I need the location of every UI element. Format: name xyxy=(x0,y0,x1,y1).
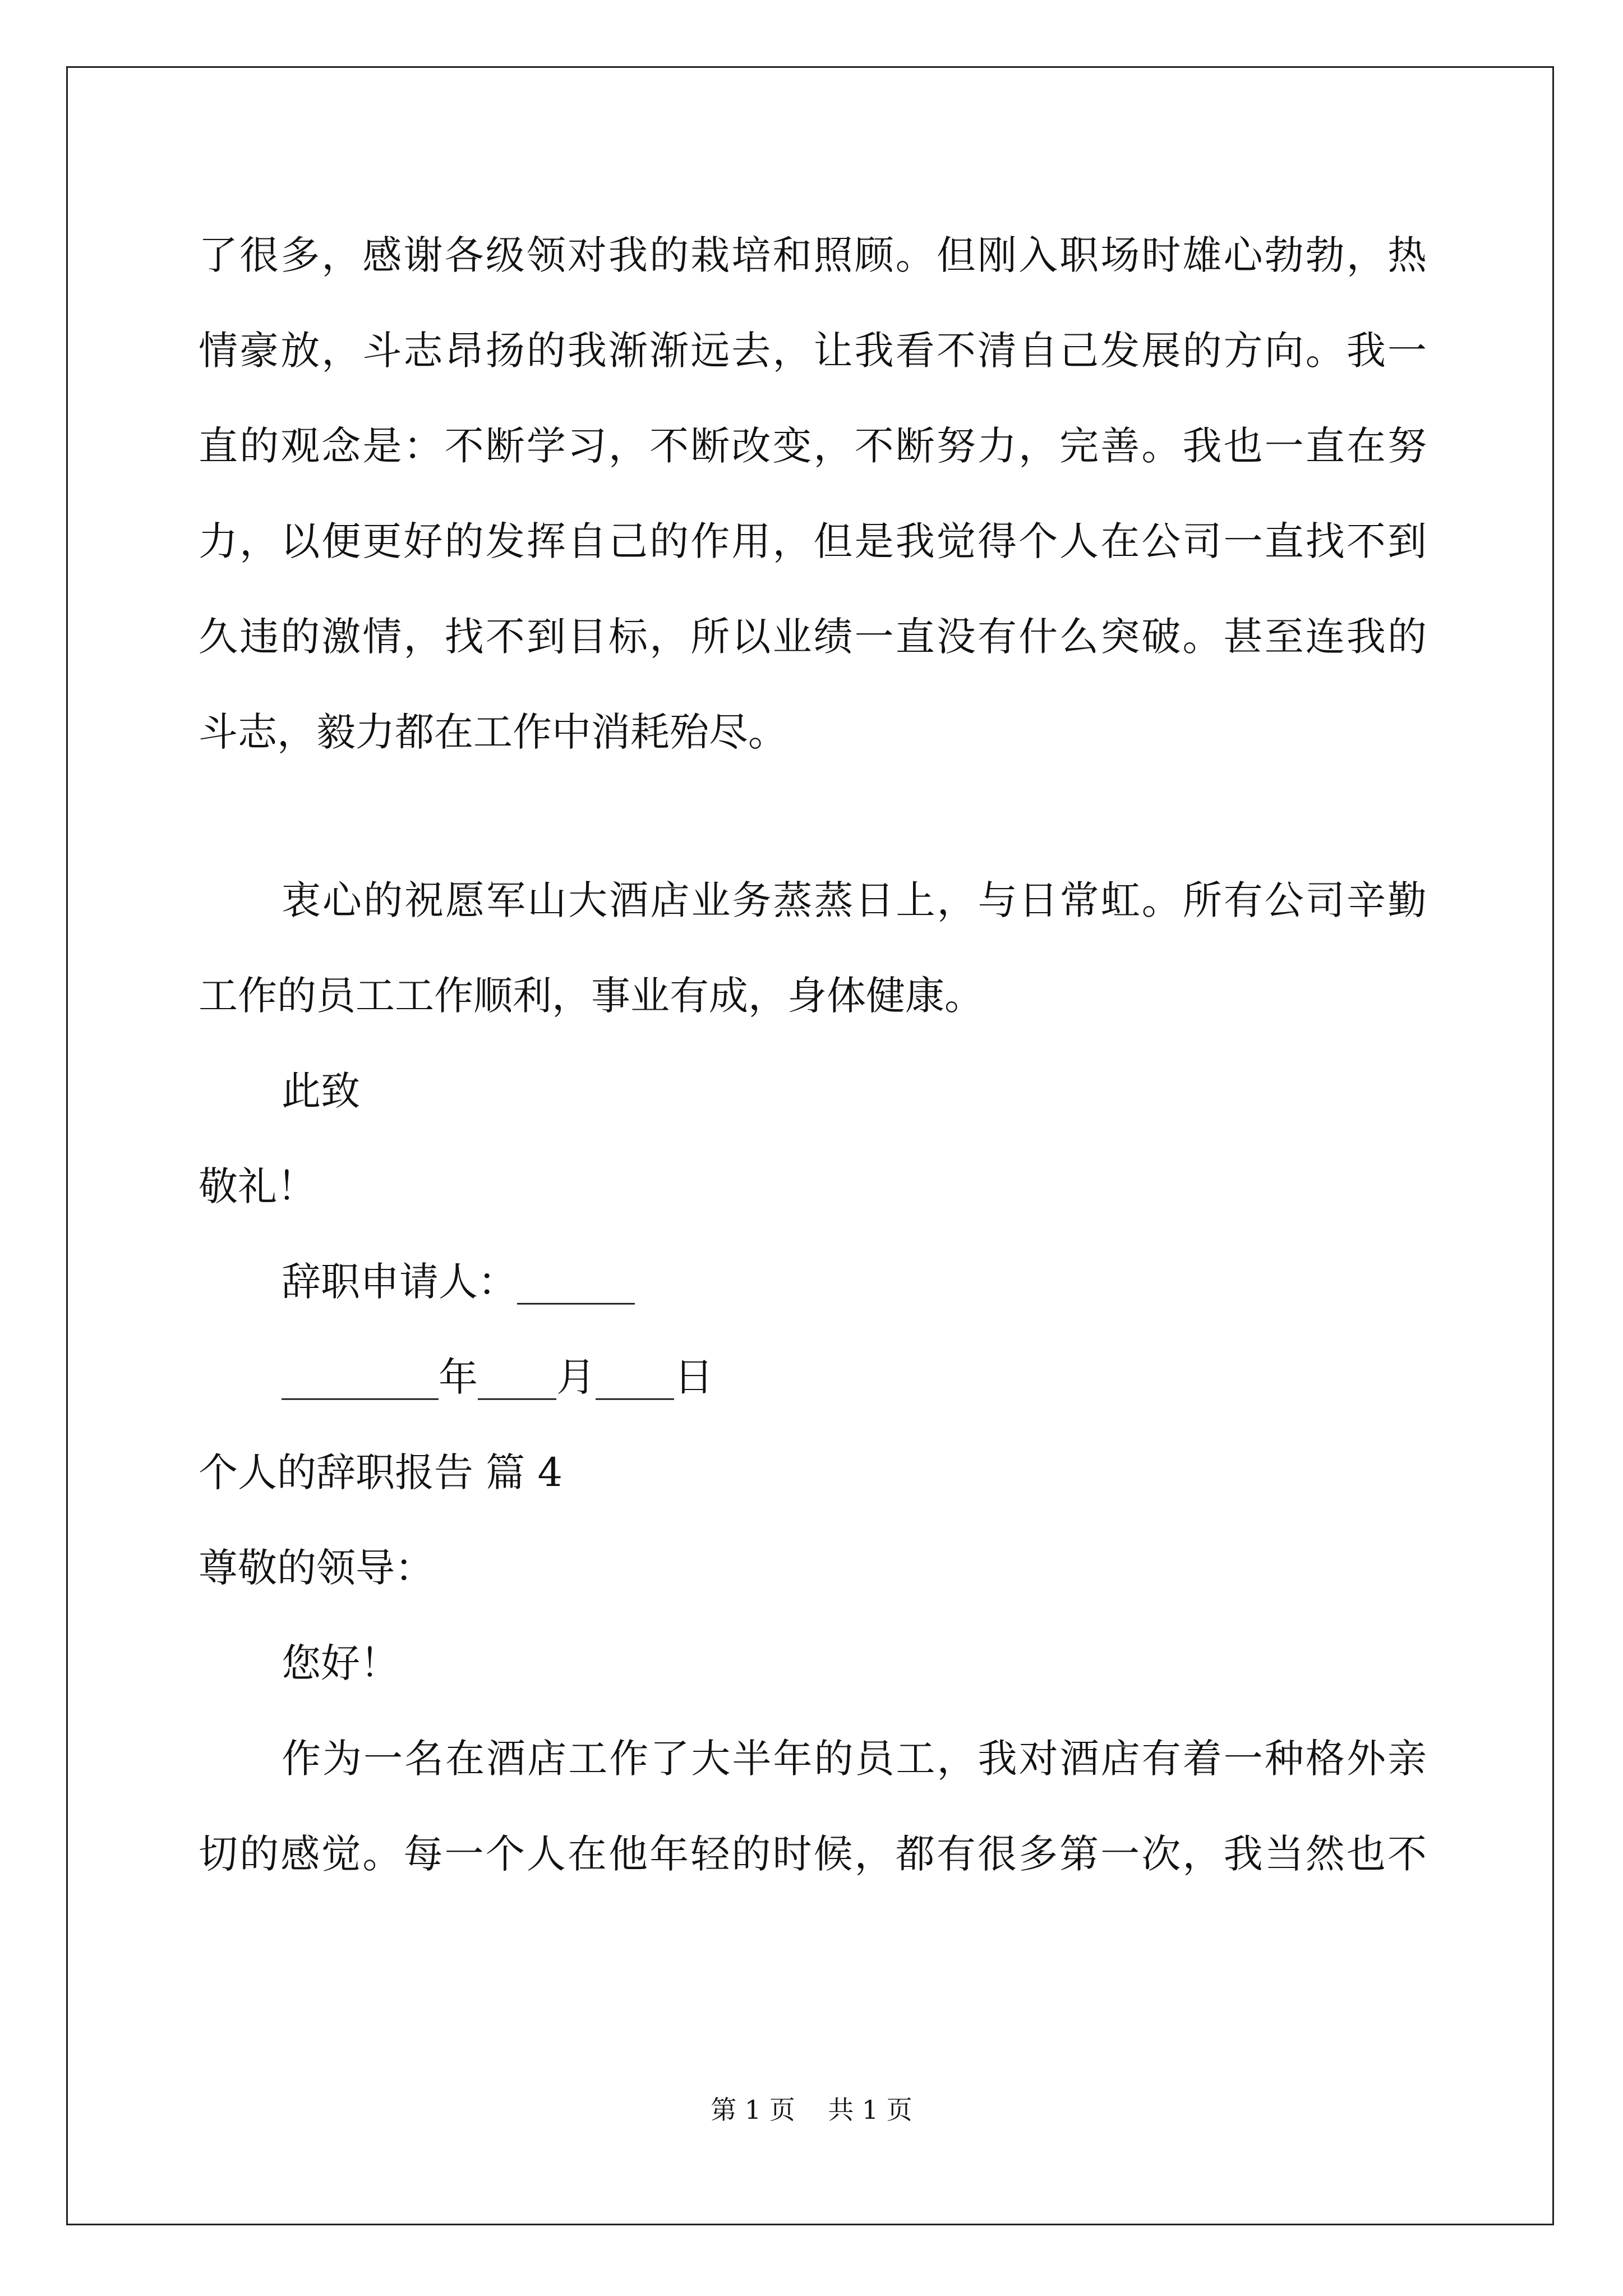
paragraph-line: 情豪放，斗志昂扬的我渐渐远去，让我看不清自己发展的方向。我一 xyxy=(199,328,1427,374)
paragraph-line: 衷心的祝愿军山大酒店业务蒸蒸日上，与日常虹。所有公司辛勤 xyxy=(282,877,1427,923)
paragraph-line: 久违的激情，找不到目标，所以业绩一直没有什么突破。甚至连我的 xyxy=(199,614,1427,660)
paragraph-line: 直的观念是：不断学习，不断改变，不断努力，完善。我也一直在努 xyxy=(199,423,1427,469)
paragraph-line: 工作的员工工作顺利，事业有成，身体健康。 xyxy=(199,973,984,1019)
paragraph-line: 作为一名在酒店工作了大半年的员工，我对酒店有着一种格外亲 xyxy=(282,1736,1427,1782)
paragraph-line: 切的感觉。每一个人在他年轻的时候，都有很多第一次，我当然也不 xyxy=(199,1831,1427,1877)
closing-regards: 敬礼！ xyxy=(199,1163,316,1209)
paragraph-line: 斗志，毅力都在工作中消耗殆尽。 xyxy=(199,709,787,755)
page-border xyxy=(66,66,1554,2225)
section-heading: 个人的辞职报告 篇 4 xyxy=(199,1450,563,1496)
paragraph-line: 了很多，感谢各级领对我的栽培和照顾。但刚入职场时雄心勃勃，热 xyxy=(199,232,1427,278)
paragraph-line: 力，以便更好的发挥自己的作用，但是我觉得个人在公司一直找不到 xyxy=(199,518,1427,564)
greeting: 尊敬的领导： xyxy=(199,1545,434,1591)
greeting-hello: 您好！ xyxy=(282,1640,399,1686)
date-line: ________年____月____日 xyxy=(282,1354,713,1400)
page-number-footer: 第 1 页 共 1 页 xyxy=(711,2095,912,2125)
closing-salutation: 此致 xyxy=(282,1068,360,1114)
signature-line: 辞职申请人：______ xyxy=(282,1259,635,1305)
